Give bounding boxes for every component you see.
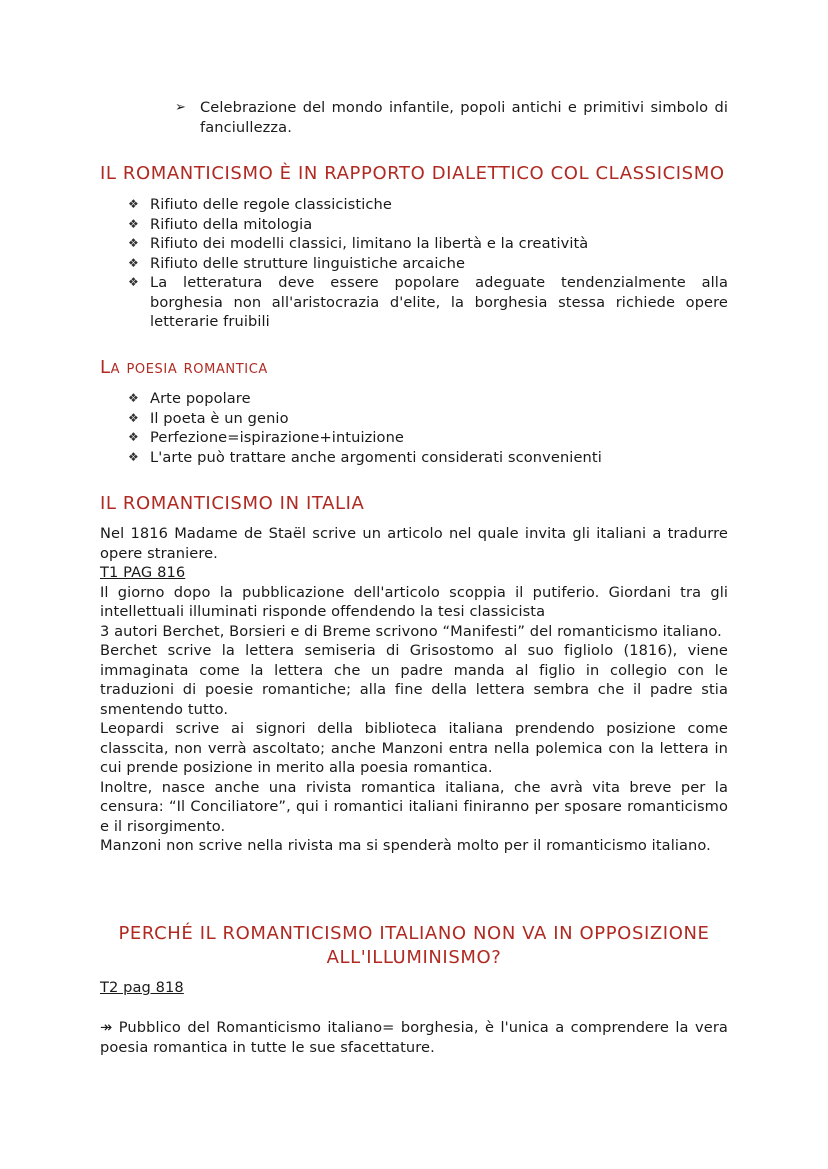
diamond-bullet-icon: ❖ <box>128 391 139 405</box>
textbook-reference: T1 PAG 816 <box>100 564 186 581</box>
diamond-bullet-icon: ❖ <box>128 236 139 250</box>
list-item: ❖ Il poeta è un genio <box>128 409 289 427</box>
list-item: ❖ Perfezione=ispirazione+intuizione <box>128 429 404 446</box>
section-body-italia <box>100 524 728 856</box>
list-item: ❖ Arte popolare <box>128 390 251 407</box>
heading-line: ALL'ILLUMINISMO? <box>326 947 502 968</box>
diamond-bullet-icon: ❖ <box>128 255 139 270</box>
section-heading-poesia-romantica: La poesia romantica <box>100 357 268 378</box>
arrow-note <box>100 1018 728 1057</box>
list-item: ❖ L'arte può trattare anche argomenti considerati sconvenienti <box>128 448 602 466</box>
diamond-bullet-icon: ❖ <box>128 449 139 464</box>
list-item: ❖ Rifiuto delle regole classicistiche <box>128 196 392 213</box>
section-heading-romanticismo-italia: IL ROMANTICISMO IN ITALIA <box>100 493 365 514</box>
list-item: ❖ La letteratura deve essere popolare adeguate tendenzialmente alla borghesia non all'aristocrazia d'elite, la borghesia stessa richiede opere letterarie fruibili <box>128 274 728 330</box>
paragraph: Nel 1816 Madame de Staël scrive un articolo nel quale invita gli italiani a tradurre opere straniere. <box>100 525 728 562</box>
arrowhead-bullet-icon: ➢ <box>175 100 186 115</box>
diamond-bullet-icon: ❖ <box>128 216 139 231</box>
note-text: Pubblico del Romanticismo italiano= borghesia, è l'unica a comprendere la vera poesia romantica in tutte le sue sfacettature. <box>100 1019 728 1056</box>
paragraph: Il giorno dopo la pubblicazione dell'articolo scoppia il putiferio. Giordani tra gli intellettuali illuminati risponde offendendo la tesi classicista <box>100 583 728 620</box>
heading-line: PERCHÉ IL ROMANTICISMO ITALIANO NON VA IN OPPOSIZIONE <box>118 923 710 944</box>
paragraph: 3 autori Berchet, Borsieri e di Breme scrivono “Manifesti” del romanticismo italiano. <box>100 622 722 640</box>
list-item: ❖ Rifiuto dei modelli classici, limitano la libertà e la creatività <box>128 235 589 252</box>
list-item: ❖ Rifiuto delle strutture linguistiche arcaiche <box>128 254 466 272</box>
list-poesia <box>100 389 728 467</box>
double-arrow-icon: ↠ <box>100 1019 113 1036</box>
paragraph: Berchet scrive la lettera semiseria di Grisostomo al suo figliolo (1816), viene immaginata come la lettera che un padre manda al figlio in collegio con le traduzioni di poesie romantiche; alla fine della lettera sembra che il padre stia smentendo tutto. <box>100 642 728 718</box>
diamond-bullet-icon: ❖ <box>128 410 139 425</box>
paragraph: Leopardi scrive ai signori della biblioteca italiana prendendo posizione come classcita, non verrà ascoltato; anche Manzoni entra nella polemica con la lettera in cui prende posizione in merito alla poesia romantica. <box>100 720 728 776</box>
list-rifiuti <box>100 195 728 332</box>
textbook-reference: T2 pag 818 <box>100 979 184 996</box>
section-heading-dialettico: IL ROMANTICISMO È IN RAPPORTO DIALETTICO COL CLASSICISMO <box>100 163 725 184</box>
diamond-bullet-icon: ❖ <box>128 430 139 444</box>
list-item-celebrazione <box>175 98 728 137</box>
diamond-bullet-icon: ❖ <box>128 275 139 289</box>
diamond-bullet-icon: ❖ <box>128 197 139 211</box>
paragraph: Manzoni non scrive nella rivista ma si spenderà molto per il romanticismo italiano. <box>100 837 711 854</box>
list-item: ❖ Rifiuto della mitologia <box>128 215 313 233</box>
section-heading-perche <box>100 922 728 970</box>
paragraph: Inoltre, nasce anche una rivista romantica italiana, che avrà vita breve per la censura: “Il Conciliatore”, qui i romantici italiani finiranno per sposare romanticismo e il risorgimento. <box>100 778 728 835</box>
list-item-text: Celebrazione del mondo infantile, popoli antichi e primitivi simbolo di fanciullezza. <box>200 99 728 136</box>
